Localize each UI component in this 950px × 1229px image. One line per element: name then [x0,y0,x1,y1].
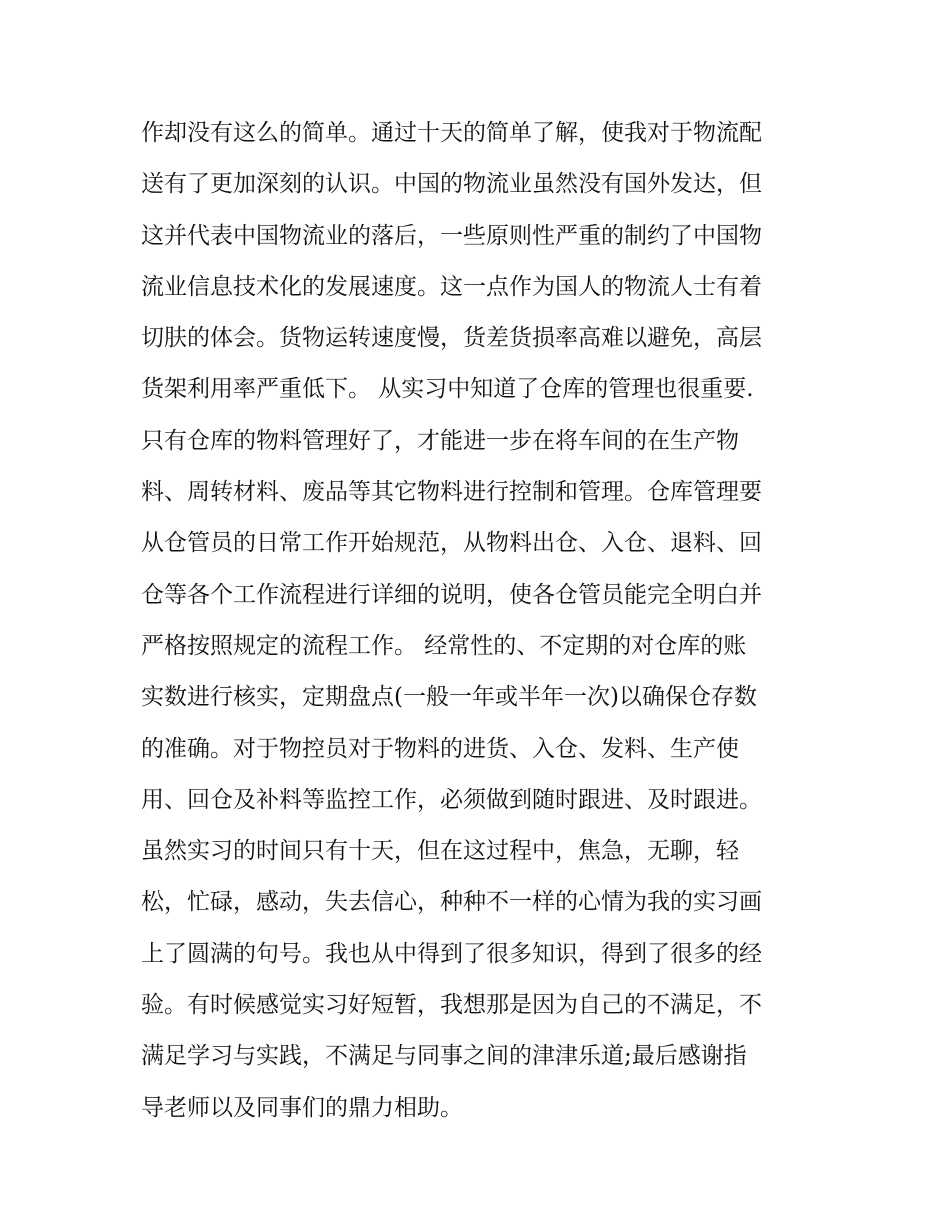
text-line: 流业信息技术化的发展速度。这一点作为国人的物流人士有着 [141,273,762,300]
text-line: 仓等各个工作流程进行详细的说明，使各仓管员能完全明白并 [141,581,762,608]
text-line: 实数进行核实，定期盘点(一般一年或半年一次)以确保仓存数 [141,684,757,711]
text-line: 从仓管员的日常工作开始规范，从物料出仓、入仓、退料、回 [141,530,762,557]
body-paragraph [141,108,821,1134]
text-line: 送有了更加深刻的认识。中国的物流业虽然没有国外发达，但 [141,171,762,198]
text-line: 验。有时候感觉实习好短暂，我想那是因为自己的不满足，不 [141,992,762,1019]
text-line: 上了圆满的句号。我也从中得到了很多知识，得到了很多的经 [141,940,762,967]
text-line: 导老师以及同事们的鼎力相助。 [141,1094,463,1121]
text-line: 严格按照规定的流程工作。 经常性的、不定期的对仓库的账 [141,632,747,659]
text-line: 用、回仓及补料等监控工作，必须做到随时跟进、及时跟进。 [141,786,762,813]
text-line: 货架利用率严重低下。 从实习中知道了仓库的管理也很重要. [141,376,754,403]
text-line: 满足学习与实践，不满足与同事之间的津津乐道;最后感谢指 [141,1043,747,1070]
text-line: 料、周转材料、废品等其它物料进行控制和管理。仓库管理要 [141,479,762,506]
text-line: 切肤的体会。货物运转速度慢，货差货损率高难以避免，高层 [141,325,762,352]
text-line: 虽然实习的时间只有十天，但在这过程中，焦急，无聊，轻 [141,838,739,865]
text-line: 只有仓库的物料管理好了，才能进一步在将车间的在生产物 [141,427,739,454]
text-line: 作却没有这么的简单。通过十天的简单了解，使我对于物流配 [141,120,762,146]
text-line: 这并代表中国物流业的落后，一些原则性严重的制约了中国物 [141,222,762,249]
text-line: 松，忙碌，感动，失去信心，种种不一样的心情为我的实习画 [141,889,762,916]
text-line: 的准确。对于物控员对于物料的进货、入仓、发料、生产使 [141,735,739,762]
